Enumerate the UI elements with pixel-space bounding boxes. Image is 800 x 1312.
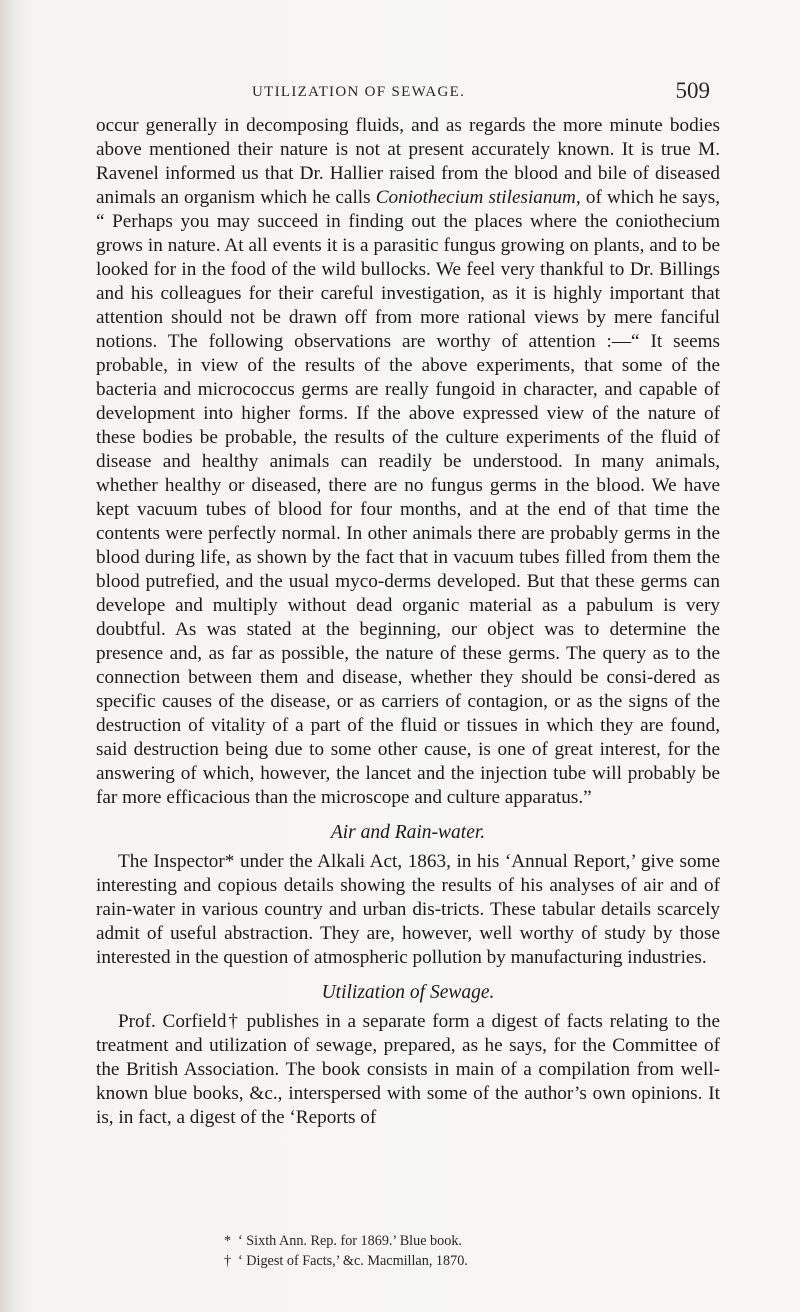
footnote-mark: † [224,1253,232,1269]
opening-text: occur generally in decomposing fluids, and as regards the more minute bodies above mentioned their nature is not at present accurately known. It is true M. Ravenel informed us that Dr. Hallier raised from the blood and bile of diseased animals an organism which he calls [96,115,720,208]
section-heading-air: Air and Rain-water. [330,822,486,843]
footnote-text: ‘ Digest of Facts,’ &c. Macmillan, 1870. [238,1253,468,1269]
body-text [96,114,720,1130]
running-title: UTILIZATION OF SEWAGE. [252,84,466,100]
paragraph-sewage: Prof. Corfield† publishes in a separate form a digest of facts relating to the treatment and utilization of sewage, prepared, as he says, for the Committee of the British Association. The book consists in main of a compilation from well-known blue books, &c., interspersed with some of the author’s own opinions. It is, in fact, a digest of the ‘Reports of [96,1011,720,1128]
running-head [96,78,716,108]
footnote-mark: * [224,1233,232,1249]
paragraph-opening [96,114,720,810]
paragraph-air: The Inspector* under the Alkali Act, 1863, in his ‘Annual Report,’ give some interesting and copious details showing the results of his analyses of air and of rain-water in various country and urban dis-tricts. These tabular details scarcely admit of useful abstraction. They are, however, well worthy of study by those interested in the question of atmospheric pollution by manufacturing industries. [96,851,720,968]
footnote [96,1251,716,1271]
footnotes [96,1231,716,1271]
page-number: 509 [675,78,710,103]
section-heading-sewage: Utilization of Sewage. [321,982,495,1003]
footnote [96,1231,716,1251]
quotation-text: of which he says, “ Perhaps you may succeed in finding out the places where the coniothecium grows in nature. At all events it is a parasitic fungus growing on plants, and to be looked for in the food of the wild bullocks. We feel very thankful to Dr. Billings and his colleagues for their careful investigation, as it is highly important that attention should not be drawn off from more rational views by mere fanciful notions. The following observations are worthy of attention :—“ It seems probable, in view of the results of the above experiments, that some of the bacteria and micrococcus germs are really fungoid in character, and capable of development into higher forms. If the above expressed view of the nature of these bodies be probable, the results of the culture experiments of the fluid of disease and healthy animals can readily be understood. In many animals, whether healthy or diseased, there are no fungus germs in the blood. We have kept vacuum tubes of blood for four months, and at the end of that time the contents were perfectly normal. In other animals there are probably germs in the blood during life, as shown by the fact that in vacuum tubes filled from them the blood putrefied, and the usual myco-derms developed. But that these germs can develope and multiply without dead organic material as a pabulum is very doubtful. As was stated at the beginning, our object was to determine the presence and, as far as possible, the nature of these germs. The query as to the connection between them and disease, whether they should be consi-dered as specific causes of the disease, or as carriers of contagion, or as the signs of the destruction of vitality of a part of the fluid or tissues in which they are found, said destruction being due to some other cause, is one of great interest, for the answering of which, however, the lancet and the injection tube will probably be far more efficacious than the microscope and culture apparatus.” [96,187,721,808]
species-name: Coniothecium stilesianum, [375,187,581,208]
footnote-text: ‘ Sixth Ann. Rep. for 1869.’ Blue book. [238,1233,462,1249]
